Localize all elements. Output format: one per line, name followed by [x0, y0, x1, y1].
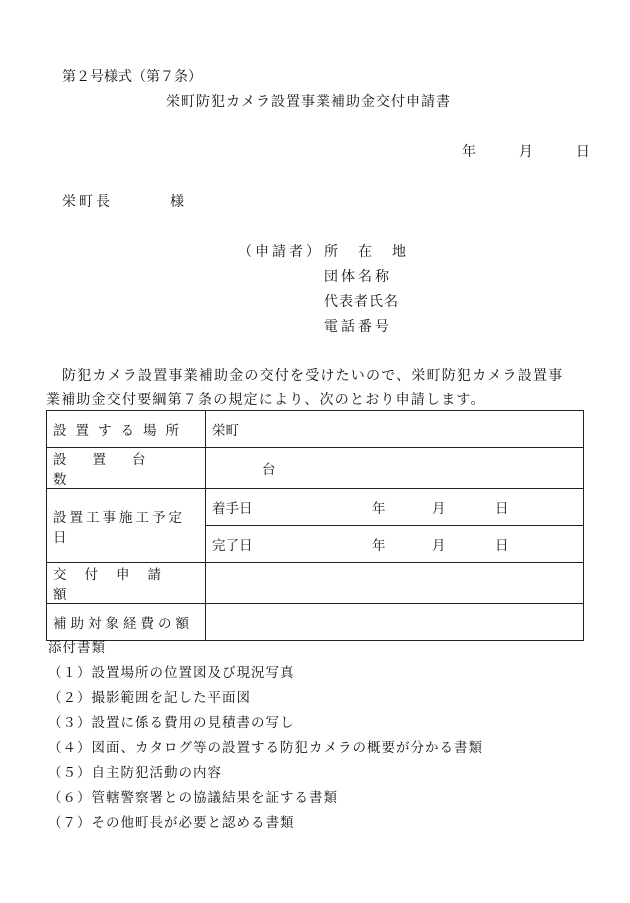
addressee-honorific: 様 [170, 194, 184, 210]
page-title: 栄町防犯カメラ設置事業補助金交付申請書 [166, 94, 451, 110]
table-row [47, 563, 584, 604]
location-label: 設置する場所 [47, 411, 206, 448]
start-year: 年 [372, 501, 386, 517]
end-year: 年 [372, 538, 386, 554]
attachment-item: （６）管轄警察署との協議結果を証する書類 [48, 790, 338, 806]
count-label: 設置台数 [47, 448, 206, 489]
start-day: 日 [495, 501, 509, 517]
end-month: 月 [432, 538, 446, 554]
table-row [47, 604, 584, 641]
attachment-item: （３）設置に係る費用の見積書の写し [48, 715, 295, 731]
end-date-cell[interactable] [206, 526, 584, 563]
attachment-item: （２）撮影範囲を記した平面図 [48, 690, 251, 706]
table-row [47, 489, 584, 526]
attachment-item: （１）設置場所の位置図及び現況写真 [48, 665, 295, 681]
date-year: 年 [462, 144, 476, 160]
eligible-cost-value[interactable] [206, 604, 584, 641]
application-table [46, 410, 584, 641]
table-row [47, 448, 584, 489]
attachments-heading: 添付書類 [48, 640, 106, 656]
count-cell[interactable] [206, 448, 584, 489]
attachment-item: （４）図面、カタログ等の設置する防犯カメラの概要が分かる書類 [48, 740, 483, 756]
body-text-line2: 業補助金交付要綱第７条の規定により、次のとおり申請します。 [46, 392, 486, 408]
end-label: 完了日 [212, 538, 253, 554]
attachment-item: （５）自主防犯活動の内容 [48, 765, 222, 781]
grant-amount-label: 交付申請額 [47, 563, 206, 604]
start-month: 月 [432, 501, 446, 517]
schedule-label: 設置工事施工予定日 [47, 489, 206, 563]
table-row [47, 411, 584, 448]
date-day: 日 [575, 144, 590, 160]
body-text-line1: 防犯カメラ設置事業補助金の交付を受けたいので、栄町防犯カメラ設置事 [62, 368, 564, 384]
eligible-cost-label: 補助対象経費の額 [47, 604, 206, 641]
applicant-org-label: 団体名称 [324, 269, 392, 285]
addressee-name: 栄町長 [62, 194, 113, 210]
applicant-phone-label: 電話番号 [324, 319, 392, 335]
start-date-cell[interactable] [206, 489, 584, 526]
form-number: 第２号様式（第７条） [62, 69, 202, 85]
end-day: 日 [495, 538, 509, 554]
location-value[interactable]: 栄町 [206, 411, 584, 448]
date-line [462, 141, 590, 161]
date-month: 月 [518, 144, 533, 160]
grant-amount-value[interactable] [206, 563, 584, 604]
applicant-address-label: 所 在 地 [324, 244, 409, 260]
attachment-item: （７）その他町長が必要と認める書類 [48, 815, 295, 831]
applicant-rep-label: 代表者氏名 [324, 294, 399, 310]
start-label: 着手日 [212, 501, 253, 517]
count-unit: 台 [262, 462, 276, 478]
applicant-label: （申請者） [238, 244, 323, 260]
